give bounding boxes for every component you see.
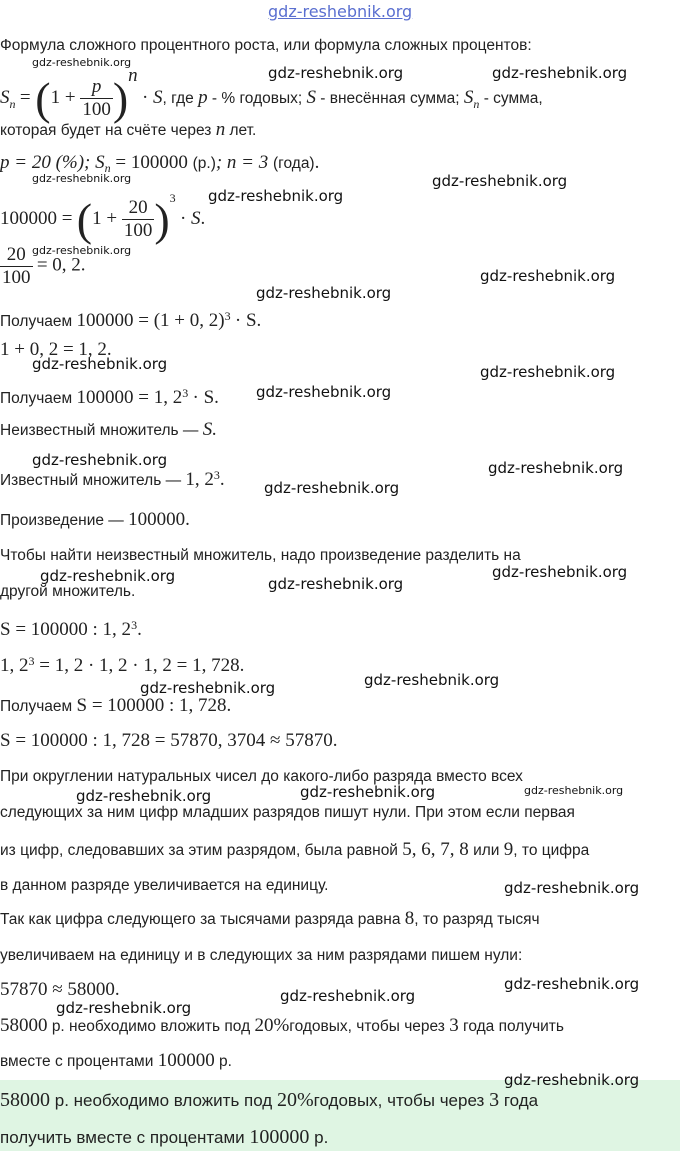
watermark: gdz-reshebnik.org: [256, 284, 392, 302]
eq-paren-open: (: [76, 193, 93, 245]
watermark: gdz-reshebnik.org: [492, 64, 628, 82]
given-sn-val: = 100000: [110, 152, 193, 173]
var-sn-desc: - сумма,: [483, 90, 543, 107]
rounding-rule-2: следующих за ним цифр младших разрядов пишут нули. При этом если первая: [0, 804, 575, 821]
formula-exp-n: n: [128, 65, 138, 86]
conclusion-1: 58000 р. необходимо вложить под 20%годовых, чтобы через 3 года получить: [0, 1015, 564, 1036]
watermark: gdz-reshebnik.org: [280, 987, 416, 1005]
var-p-desc: - % годовых;: [211, 90, 303, 107]
rule-line-1: Чтобы найти неизвестный множитель, надо произведение разделить на: [0, 547, 521, 564]
watermark: gdz-reshebnik.org: [32, 451, 168, 469]
result-1-end: · S.: [234, 310, 262, 332]
given-n: ; n = 3: [215, 152, 274, 173]
eq-paren-close: ): [154, 193, 170, 245]
rule-line-2: другой множитель.: [0, 583, 136, 600]
years-end: лет.: [229, 122, 257, 139]
frac-20-100: $\frac{20}{100}$: [2, 244, 31, 288]
watermark: gdz-reshebnik.org: [504, 1071, 640, 1089]
watermark: gdz-reshebnik.org: [480, 267, 616, 285]
watermark: gdz-reshebnik.org: [140, 679, 276, 697]
result-1-pref: Получаем: [0, 313, 73, 331]
cube-eval: 1, $2^3 = 1$, 2 · 1, 2 · 1, 2 = 1, 728.: [0, 654, 245, 677]
result-2-end: · S.: [192, 387, 219, 409]
formula-frac-den: 100: [82, 99, 111, 121]
eq-lhs: 100000 =: [0, 208, 73, 229]
formula-one-plus: 1 +: [50, 87, 81, 108]
rounding-rule-1: При округлении натуральных чисел до какого-либо разряда вместо всех: [0, 768, 523, 785]
eq-times-s: · S.: [179, 208, 206, 229]
watermark: gdz-reshebnik.org: [504, 975, 640, 993]
result-line-3: Получаем S = 100000 : 1, 728.: [0, 695, 232, 716]
var-s: S: [306, 87, 316, 108]
formula-intro: Формула сложного процентного роста, или формула сложных процентов:: [0, 37, 532, 54]
watermark: gdz-reshebnik.org: [268, 575, 404, 593]
eq-one-plus: 1 +: [92, 208, 122, 229]
watermark: gdz-reshebnik.org: [208, 187, 344, 205]
formula-paren-open: (: [35, 72, 51, 124]
watermark: gdz-reshebnik.org: [256, 383, 392, 401]
s-division: S = 100000 : 1, $2^3$.: [0, 618, 142, 641]
eq-frac-num: 20: [122, 197, 155, 220]
product-line: Произведение — 100000.: [0, 509, 190, 530]
given-s: S: [95, 152, 105, 173]
watermark: gdz-reshebnik.org: [32, 56, 132, 69]
formula-eq: =: [19, 87, 36, 108]
given-years: (года): [273, 155, 315, 172]
formula-times-s: · S: [141, 87, 163, 108]
rounding-apply-1: Так как цифра следующего за тысячами разряда равна 8, то разряд тысяч: [0, 908, 540, 929]
formula-fraction: [80, 76, 113, 121]
equation-substituted: [0, 188, 206, 245]
formula-paren-close: ): [112, 72, 129, 124]
watermark: gdz-reshebnik.org: [364, 671, 500, 689]
unknown-factor: Неизвестный множитель — S.: [0, 419, 217, 440]
formula-sn: $S_n$: [0, 87, 16, 111]
answer-line-1: 58000 р. необходимо вложить под 20%годовых, чтобы через 3 года: [0, 1089, 539, 1111]
known-factor: Известный множитель — 1, $2^3$.: [0, 468, 225, 491]
watermark: gdz-reshebnik.org: [32, 172, 132, 185]
years-n: n: [215, 119, 226, 140]
answer-line-2: получить вместе с процентами 100000 р.: [0, 1126, 329, 1148]
conclusion-2: вместе с процентами 100000 р.: [0, 1050, 232, 1071]
given-rub: (р.): [192, 155, 216, 172]
watermark: gdz-reshebnik.org: [268, 64, 404, 82]
formula-frac-num: p: [80, 76, 113, 99]
eq-exp: 3: [169, 191, 176, 205]
watermark: gdz-reshebnik.org: [32, 355, 168, 373]
watermark: gdz-reshebnik.org: [488, 459, 624, 477]
given-values: p = 20 (%); $S_n = 100000$ (р.); n = 3 (года).: [0, 152, 320, 176]
result-line-1: Получаем 100000 = (1 + 0, 2)$^3$ · S.: [0, 309, 262, 332]
watermark: gdz-reshebnik.org: [32, 244, 132, 257]
var-sn: $S_n$: [463, 87, 480, 111]
watermark: gdz-reshebnik.org: [504, 879, 640, 897]
years-text: которая будет на счёте через: [0, 122, 212, 139]
formula-where: , где: [162, 90, 194, 107]
watermark: gdz-reshebnik.org: [480, 363, 616, 381]
rounding-rule-4: в данном разряде увеличивается на единицу.: [0, 877, 329, 894]
watermark: gdz-reshebnik.org: [76, 787, 212, 805]
eq-frac-den: 100: [123, 220, 153, 242]
given-end: .: [314, 152, 320, 173]
watermark: gdz-reshebnik.org: [432, 172, 568, 190]
site-header-link[interactable]: gdz-reshebnik.org: [268, 2, 413, 21]
result-2-pref: Получаем: [0, 390, 73, 408]
watermark: gdz-reshebnik.org: [492, 563, 628, 581]
rounded-value: 57870 ≈ 58000.: [0, 979, 120, 1000]
var-s-desc: - внесённая сумма;: [320, 90, 460, 107]
rounding-rule-3: из цифр, следовавших за этим разрядом, была равной 5, 6, 7, 8 или 9, то цифра: [0, 839, 590, 860]
formula-years-line: [0, 120, 256, 141]
watermark: gdz-reshebnik.org: [40, 567, 176, 585]
sum-1-2: 1 + 0, 2 = 1, 2.: [0, 339, 112, 360]
result-2-expr: 100000 = 1, 2: [76, 387, 183, 409]
watermark: gdz-reshebnik.org: [300, 783, 436, 801]
rounding-apply-2: увеличиваем на единицу и в следующих за ним разрядами пишем нули:: [0, 947, 523, 964]
result-line-2: Получаем 100000 = 1, $2^3 \cdot S$.: [0, 386, 219, 409]
var-p: p: [198, 87, 208, 108]
watermark: gdz-reshebnik.org: [264, 479, 400, 497]
s-result: S = 100000 : 1, 728 = 57870, 3704 ≈ 57870.: [0, 730, 338, 751]
result-1-expr: 100000 = (1 + 0, 2): [76, 310, 225, 332]
watermark: gdz-reshebnik.org: [524, 784, 624, 797]
answer-box: [0, 1080, 680, 1151]
frac-result: = 0, 2.: [36, 254, 86, 276]
watermark: gdz-reshebnik.org: [56, 999, 192, 1017]
eq-fraction: [122, 197, 155, 242]
given-p: p = 20 (%);: [0, 152, 96, 173]
